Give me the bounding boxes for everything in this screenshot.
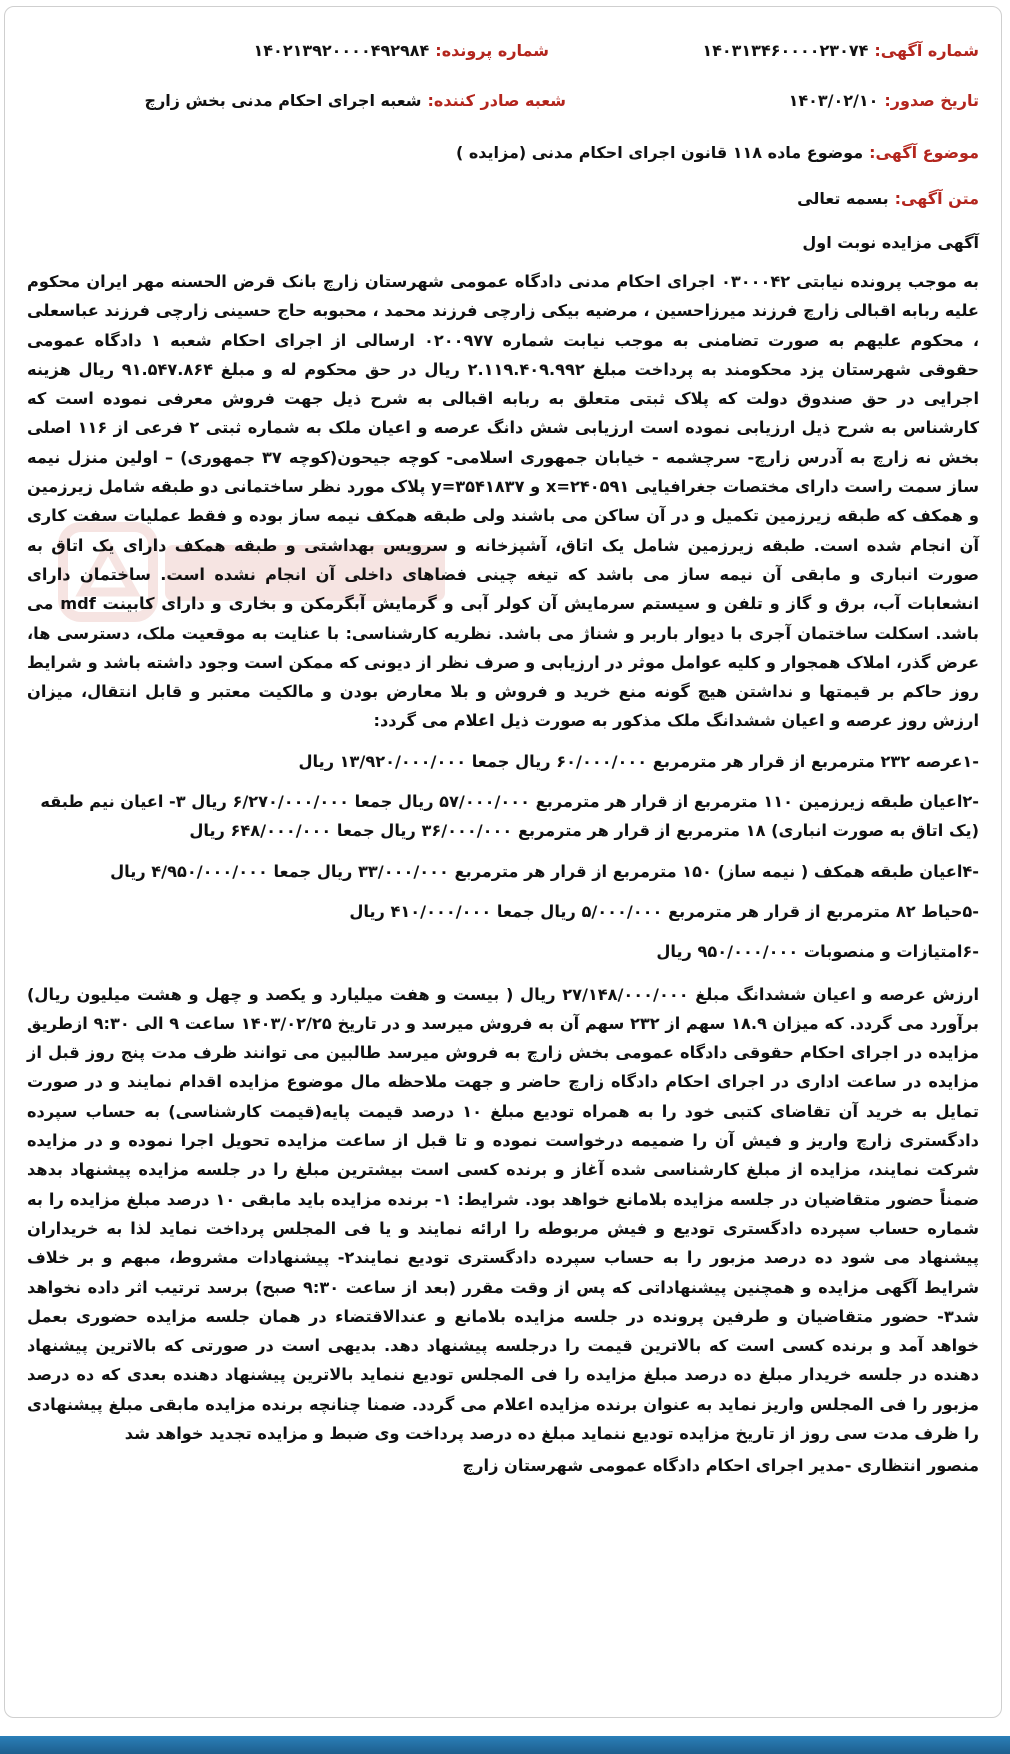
bottom-bar: [0, 1736, 1010, 1754]
paragraph-2: ارزش عرصه و اعیان ششدانگ مبلغ ۲۷/۱۴۸/۰۰۰/۰۰۰ ریال ( بیست و هفت میلیارد و یکصد و چهل و هشت میلیون ریال) برآورد می گردد. که میزان ۱۸.۹ سهم از ۲۳۲ سهم آن به فروش میرسد و در تاریخ ۱۴۰۳/۰۲/۲۵ ساعت ۹ الی ۹:۳۰ ازطریق مزایده در اجرای احکام حقوقی دادگاه عمومی بخش زارچ به فروش میرسد طالبین می توانند ظرف مدت پنج روز قبل از مزایده در ساعت اداری در اجرای احکام دادگاه زارچ حاضر و جهت ملاحظه مال موضوع مزایده اقدام نمایند و در صورت تمایل به خرید آن تقاضای کتبی خود را به همراه تودیع مبلغ ۱۰ درصد قیمت پایه(قیمت کارشناسی) به حساب سپرده دادگستری زارچ واریز و فیش آن را ضمیمه درخواست نموده و تا قبل از ساعت مزایده تحویل اجرا نموده و در مزایده شرکت نمایند، مزایده از مبلغ کارشناسی شده آغاز و برنده کسی است بیشترین مبلغ را در جلسه مزایده پیشنهاد بدهد ضمناً حضور متقاضیان در جلسه مزایده بلامانع خواهد بود. شرایط: ۱- برنده مزایده باید مابقی ۱۰ درصد مبلغ مزایده را به شماره حساب سپرده دادگستری تودیع و فیش مربوطه را ارائه نمایند و یا فی المجلس پرداخت نماید لذا به خریداران پیشنهاد می شود ده درصد مزبور را به حساب سپرده دادگستری تودیع نمایند۲- پیشنهادات مشروط، مبهم و بر خلاف شرایط آگهی مزایده و همچنین پیشنهاداتی که پس از وقت مقرر (بعد از ساعت ۹:۳۰ صبح) برسد ترتیب اثر داده نخواهد شد۳- حضور متقاضیان و طرفین پرونده در جلسه مزایده بلامانع و عندالاقتضاء در همان جلسه مزایده حضوری بعمل خواهد آمد و برنده کسی است که بالاترین قیمت را درجلسه پیشنهاد دهد. بدیهی است در صورتی که بالاترین پیشنهاد دهنده در جلسه خریدار مبلغ ده درصد مبلغ مزایده را فی المجلس تودیع ننماید بالاترین پیشنهاد دهنده بعدی که ده درصد مزبور را فی المجلس واریز نماید به عنوان برنده مزایده اعلام می گردد. ضمنا چنانچه برنده مزایده مابقی مبلغ پیشنهادی را ظرف مدت سی روز از تاریخ مزایده تودیع ننماید مبلغ ده درصد پرداخت وی ضبط و مزایده تجدید خواهد شد: [27, 984, 980, 1443]
case-number-label: شماره پرونده:: [435, 41, 549, 60]
issue-date: [789, 91, 979, 110]
valuation-item-2: -۲اعیان طبقه زیرزمین ۱۱۰ مترمربع از قرار هر مترمربع ۵۷/۰۰۰/۰۰۰ ریال جمعا ۶/۲۷۰/۰۰۰/۰۰۰ ریال ۳- اعیان نیم طبقه (یک اتاق به صورت انباری) ۱۸ مترمربع از قرار هر مترمربع ۳۶/۰۰۰/۰۰۰ ریال جمعا ۶۴۸/۰۰۰/۰۰۰ ریال: [40, 792, 979, 841]
text-intro-label: متن آگهی:: [894, 189, 979, 208]
issue-date-label: تاریخ صدور:: [884, 91, 979, 110]
header-row-1: [27, 41, 979, 91]
valuation-item-5: -۵حیاط ۸۲ مترمربع از قرار هر مترمربع ۵/۰۰۰/۰۰۰ ریال جمعا ۴۱۰/۰۰۰/۰۰۰ ریال: [349, 901, 979, 921]
issue-date-value: ۱۴۰۳/۰۲/۱۰: [788, 91, 879, 110]
subject-label: موضوع آگهی:: [869, 143, 979, 162]
issuing-branch-label: شعبه صادر کننده:: [427, 91, 566, 110]
valuation-item-6: -۶امتیازات و منصوبات ۹۵۰/۰۰۰/۰۰۰ ریال: [656, 942, 979, 962]
valuation-item-4: -۴اعیان طبقه همکف ( نیمه ساز) ۱۵۰ مترمربع از قرار هر مترمربع ۳۳/۰۰۰/۰۰۰ ریال جمعا ۴/۹۵۰/۰۰۰/۰۰۰ ریال: [110, 861, 979, 881]
notice-card: [4, 6, 1002, 1718]
signature: منصور انتظاری -مدیر اجرای احکام دادگاه عمومی شهرستان زارچ: [462, 1456, 979, 1476]
case-number-value: ۱۴۰۲۱۳۹۲۰۰۰۰۴۹۲۹۸۴: [253, 41, 430, 60]
subject: [27, 141, 979, 165]
valuation-item-1: -۱عرصه ۲۳۲ مترمربع از قرار هر مترمربع ۶۰/۰۰۰/۰۰۰ ریال جمعا ۱۳/۹۲۰/۰۰۰/۰۰۰ ریال: [298, 751, 979, 771]
notice-content: [27, 41, 979, 1709]
paragraph-1: به موجب پرونده نیابتی ۰۳۰۰۰۴۲ اجرای احکام مدنی دادگاه عمومی شهرستان زارچ بانک قرض الحسنه مهر ایران محکوم علیه ربابه اقبالی زارچ فرزند میرزاحسین ، مرضیه بیکی زارچی فرزند محمد ، محبوبه حاج حسینی زارچی فرزند عباسعلی ، محکوم علیهم به صورت تضامنی به موجب نیابت شماره ۰۲۰۰۹۷۷ ارسالی از اجرای احکام شعبه ۱ دادگاه عمومی حقوقی شهرستان یزد محکومند به پرداخت مبلغ ۲.۱۱۹.۴۰۹.۹۹۲ ریال در حق محکوم له و مبلغ ۹۱.۵۴۷.۸۶۴ ریال هزینه اجرایی در حق صندوق دولت که پلاک ثبتی متعلق به ربابه اقبالی به شرح ذیل جهت فروش معرفی نموده است که کارشناس به شرح ذیل ارزیابی نموده است ارزیابی شش دانگ عرصه و اعیان ملک به شماره ثبتی ۲ فرعی از ۱۱۶ اصلی بخش نه زارچ به آدرس زارچ- سرچشمه - خیابان جمهوری اسلامی- کوچه جیحون(کوچه ۳۷ جمهوری) – اولین منزل نیمه ساز سمت راست دارای مختصات جغرافیایی x=۲۴۰۵۹۱ و y=۳۵۴۱۸۳۷ پلاک مورد نظر ساختمانی دو طبقه شامل زیرزمین و همکف که طبقه زیرزمین تکمیل و در آن ساکن می باشند ولی طبقه همکف نیمه ساز بوده و فقط عملیات سفت کاری آن انجام شده است. طبقه زیرزمین شامل یک اتاق، آشپزخانه و سرویس بهداشتی و طبقه همکف دارای یک اتاق به صورت انباری و مابقی آن نیمه ساز می باشد که تیغه چینی فضاهای داخلی آن انجام نشده است. ساختمان دارای انشعابات آب، برق و گاز و تلفن و سیستم سرمایش آن کولر آبی و گرمایش آبگرمکن و بخاری و دارای کابینت mdf می باشد. اسکلت ساختمان آجری با دیوار باربر و شناژ می باشد. نظریه کارشناسی: با عنایت به موقعیت ملک، دسترسی ها، عرض گذر، املاک همجوار و کلیه عوامل موثر در ارزیابی و صرف نظر از دیونی که ممکن است وجود داشته باشد و شرایط روز حاکم بر قیمتها و نداشتن هیچ گونه منع خرید و فروش و بلا معارض بودن و مالکیت معتبر و قابل انتقال، میزان ارزش روز عرصه و اعیان ششدانگ ملک مذکور به صورت ذیل اعلام می گردد:: [27, 272, 980, 731]
issuing-branch-value: شعبه اجرای احکام مدنی بخش زارچ: [144, 91, 422, 110]
text-intro-value: بسمه تعالی: [797, 189, 889, 208]
subject-value: موضوع ماده ۱۱۸ قانون اجرای احکام مدنی (مزایده ): [455, 143, 864, 162]
case-number: [254, 41, 549, 60]
ad-number: [702, 41, 979, 60]
issuing-branch: [145, 91, 566, 110]
header-row-2: [27, 91, 979, 141]
ad-number-label: شماره آگهی:: [874, 41, 979, 60]
text-intro: [27, 187, 979, 211]
ad-number-value: ۱۴۰۳۱۳۴۶۰۰۰۰۲۳۰۷۴: [702, 41, 869, 60]
notice-title: آگهی مزایده نوبت اول: [802, 233, 979, 252]
